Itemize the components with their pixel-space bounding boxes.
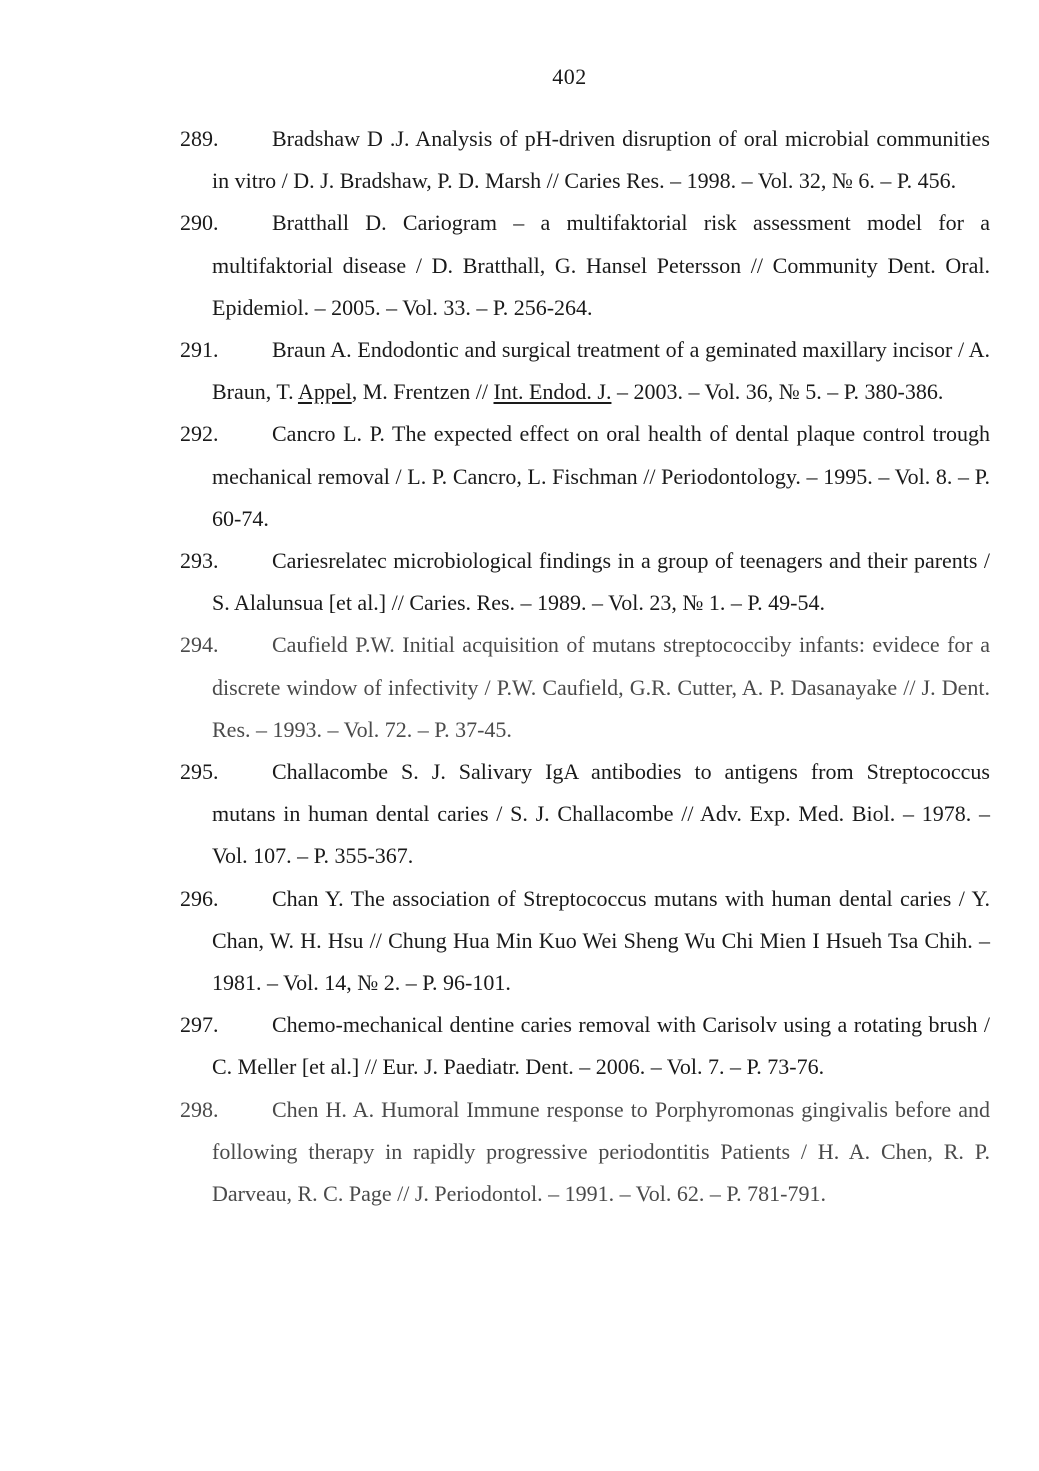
reference-number: 297. — [180, 1012, 219, 1038]
reference-number: 295. — [180, 759, 219, 785]
reference-text: , M. Frentzen // — [351, 379, 494, 405]
reference-entry — [180, 751, 990, 878]
reference-text: Challacombe S. J. Salivary IgA antibodies to antigens from Streptococcus mutans in human dental caries / S. J. Challacombe // Adv. Exp. Med. Biol. – 1978. – Vol. 107. – P. 355-367. — [212, 759, 990, 869]
reference-number: 292. — [180, 421, 219, 447]
reference-entry — [180, 329, 990, 413]
reference-number: 291. — [180, 337, 219, 363]
reference-number: 290. — [180, 210, 219, 236]
page-number: 402 — [552, 64, 587, 89]
reference-number: 298. — [180, 1096, 219, 1122]
reference-text: Chemo-mechanical dentine caries removal with Carisolv using a rotating brush / C. Meller [et al.] // Eur. J. Paediatr. Dent. – 2006. – Vol. 7. – P. 73-76. — [212, 1012, 990, 1080]
reference-number: 293. — [180, 548, 219, 574]
reference-entry — [180, 540, 990, 624]
reference-entry — [180, 202, 990, 329]
reference-list — [180, 118, 990, 1215]
reference-text: Chan Y. The association of Streptococcus mutans with human dental caries / Y. Chan, W. H. Hsu // Chung Hua Min Kuo Wei Sheng Wu Chi Mien I Hsueh Tsa Chih. – 1981. – Vol. 14, № 2. – P. 96-101. — [212, 885, 990, 996]
reference-entry — [180, 118, 990, 202]
reference-text: Cancro L. P. The expected effect on oral health of dental plaque control trough mechanical removal / L. P. Cancro, L. Fischman // Periodontology. – 1995. – Vol. 8. – P. 60-74. — [212, 421, 990, 531]
journal-link[interactable]: Int. Endod. J. — [493, 379, 612, 405]
reference-text: Caufield P.W. Initial acquisition of mutans streptococciby infants: evidece for a discrete window of infectivity / P.W. Caufield, G.R. Cutter, A. P. Dasanayake // J. Dent. Res. – 1993. – Vol. 72. – P. 37-45. — [212, 632, 990, 742]
reference-text: – 2003. – Vol. 36, № 5. – P. 380-386. — [611, 379, 944, 405]
reference-number: 289. — [180, 126, 219, 151]
reference-number: 296. — [180, 885, 219, 911]
reference-number: 294. — [180, 632, 219, 658]
reference-entry — [180, 1089, 990, 1216]
reference-entry — [180, 624, 990, 751]
reference-text: Bradshaw D .J. Analysis of pH-driven disruption of oral microbial communities in vitro / D. J. Bradshaw, P. D. Marsh // Caries Res. – 1998. – Vol. 32, № 6. – P. 456. — [212, 126, 990, 194]
reference-text: Chen H. A. Humoral Immune response to Porphyromonas gingivalis before and following therapy in rapidly progressive periodontitis Patients / H. A. Chen, R. P. Darveau, R. C. Page // J. Periodontol. – 1991. – Vol. 62. – P. 781-791. — [212, 1096, 990, 1207]
reference-entry — [180, 1004, 990, 1088]
author-link[interactable]: Appel — [297, 379, 352, 405]
reference-text: Bratthall D. Cariogram – a multifaktorial risk assessment model for a multifaktorial disease / D. Bratthall, G. Hansel Petersson // Community Dent. Oral. Epidemiol. – 2005. – Vol. 33. – P. 256-264. — [212, 210, 990, 320]
reference-entry — [180, 878, 990, 1005]
reference-text: Braun A. Endodontic and surgical treatment of a geminated maxillary incisor / A. Braun, T. — [212, 337, 990, 405]
reference-entry — [180, 413, 990, 540]
reference-text: Cariesrelatec microbiological findings in a group of teenagers and their parents / S. Alalunsua [et al.] // Caries. Res. – 1989. – Vol. 23, № 1. – P. 49-54. — [212, 548, 990, 616]
